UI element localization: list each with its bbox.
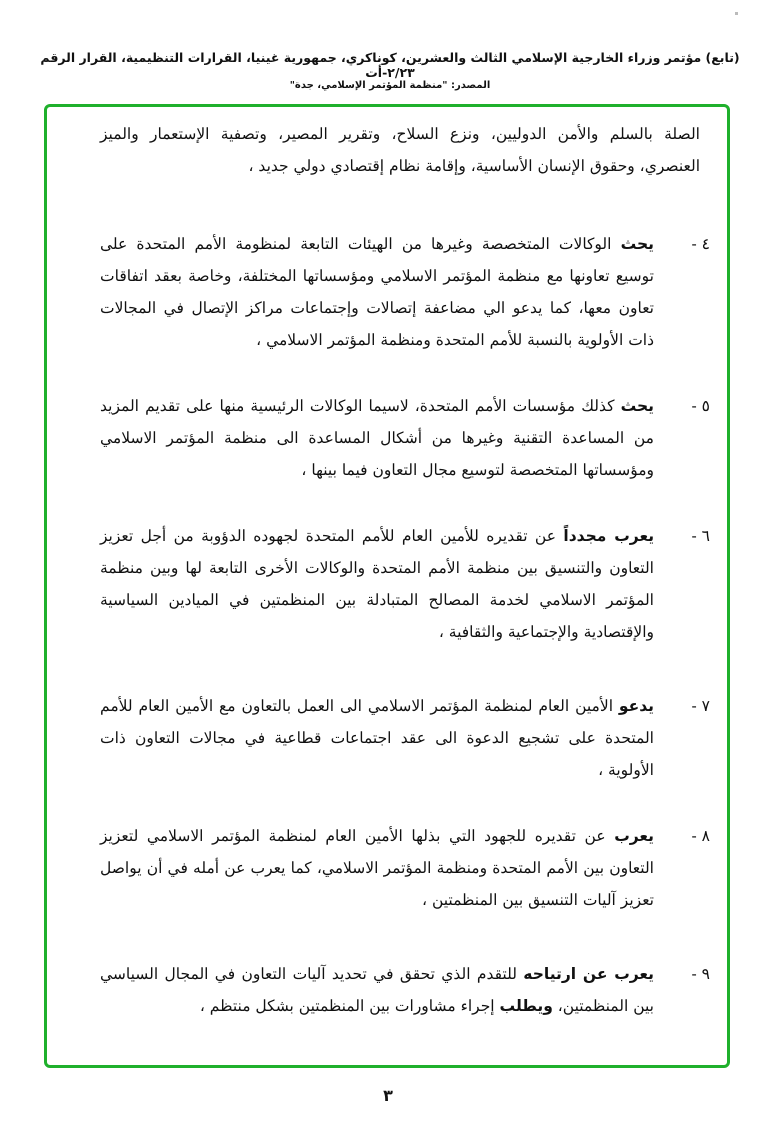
resolution-item-4 bbox=[100, 228, 710, 356]
document-source-line: المصدر: "منظمة المؤتمر الإسلامي، جدة" bbox=[289, 80, 491, 91]
resolution-item-7 bbox=[100, 690, 710, 786]
document-header-title: (تابع) مؤتمر وزراء الخارجية الإسلامي الثالث والعشرين، كوناكري، جمهورية غينيا، القرارات التنظيمية، القرار الرقم ٢/٢٣-أت bbox=[40, 50, 740, 80]
resolution-item-8 bbox=[100, 820, 710, 916]
resolution-item-5 bbox=[100, 390, 710, 486]
item-keyword-2: ويطلب bbox=[499, 997, 553, 1015]
item-number: ٦ - bbox=[691, 527, 710, 545]
item-text: عن تقديره للجهود التي بذلها الأمين العام لمنظمة المؤتمر الاسلامي لتعزيز التعاون بين الأمم المتحدة ومنظمة المؤتمر الاسلامي، كما يعرب عن أمله في أن يواصل تعزيز آليات التنسيق بين المنظمتين ، bbox=[100, 827, 654, 909]
item-text-2: إجراء مشاورات بين المنظمتين بشكل منتظم ، bbox=[199, 997, 500, 1015]
item-text: للتقدم الذي تحقق في تحديد آليات التعاون في المجال السياسي بين المنظمتين، bbox=[100, 965, 654, 1015]
item-keyword: يعرب مجدداً bbox=[563, 527, 655, 545]
item-keyword: يدعو bbox=[618, 697, 654, 715]
scan-speck bbox=[735, 12, 738, 15]
item-text: عن تقديره للأمين العام للأمم المتحدة لجهوده الدؤوبة من أجل تعزيز التعاون والتنسيق بين منظمة الأمم المتحدة والوكالات الأخرى التابعة لها وبين منظمة المؤتمر الاسلامي لخدمة المصالح المتبادلة بين المنظمتين في الميادين السياسية والإقتصادية والإجتماعية والثقافية ، bbox=[100, 527, 654, 641]
item-number: ٥ - bbox=[691, 397, 710, 415]
item-number: ٤ - bbox=[691, 235, 710, 253]
item-keyword: يعرب عن ارتياحه bbox=[523, 965, 654, 983]
item-text: كذلك مؤسسات الأمم المتحدة، لاسيما الوكالات الرئيسية منها على تقديم المزيد من المساعدة التقنية وغيرها من أشكال المساعدة الى منظمة المؤتمر الاسلامي ومؤسساتها المتخصصة لتوسيع مجال التعاون فيما بينها ، bbox=[100, 397, 654, 479]
item-text: الوكالات المتخصصة وغيرها من الهيئات التابعة لمنظومة الأمم المتحدة على توسيع تعاونها مع منظمة المؤتمر الاسلامي ومؤسساتها المختلفة، وخاصة بعقد اتفاقات تعاون معها، كما يدعو الي مضاعفة إتصالات وإجتماعات مراكز الإتصال في المجالات ذات الأولوية بالنسبة للأمم المتحدة ومنظمة المؤتمر الاسلامي ، bbox=[100, 235, 654, 349]
item-text: الأمين العام لمنظمة المؤتمر الاسلامي الى العمل بالتعاون مع الأمين العام للأمم المتحدة على تشجيع الدعوة الى عقد اجتماعات قطاعية في مجالات التعاون ذات الأولوية ، bbox=[100, 697, 654, 779]
intro-paragraph: الصلة بالسلم والأمن الدوليين، ونزع السلاح، وتقرير المصير، وتصفية الإستعمار والميز العنصري، وحقوق الإنسان الأساسية، وإقامة نظام إقتصادي دولي جديد ، bbox=[100, 125, 700, 175]
resolution-item-6 bbox=[100, 520, 710, 648]
item-number: ٧ - bbox=[691, 697, 710, 715]
item-number: ٩ - bbox=[691, 965, 710, 983]
item-keyword: يعرب bbox=[614, 827, 654, 845]
item-number: ٨ - bbox=[691, 827, 710, 845]
resolution-item-9 bbox=[100, 958, 710, 1022]
page-number: ٣ bbox=[383, 1086, 393, 1105]
item-keyword: يحث bbox=[620, 397, 654, 415]
item-keyword: يحث bbox=[620, 235, 654, 253]
